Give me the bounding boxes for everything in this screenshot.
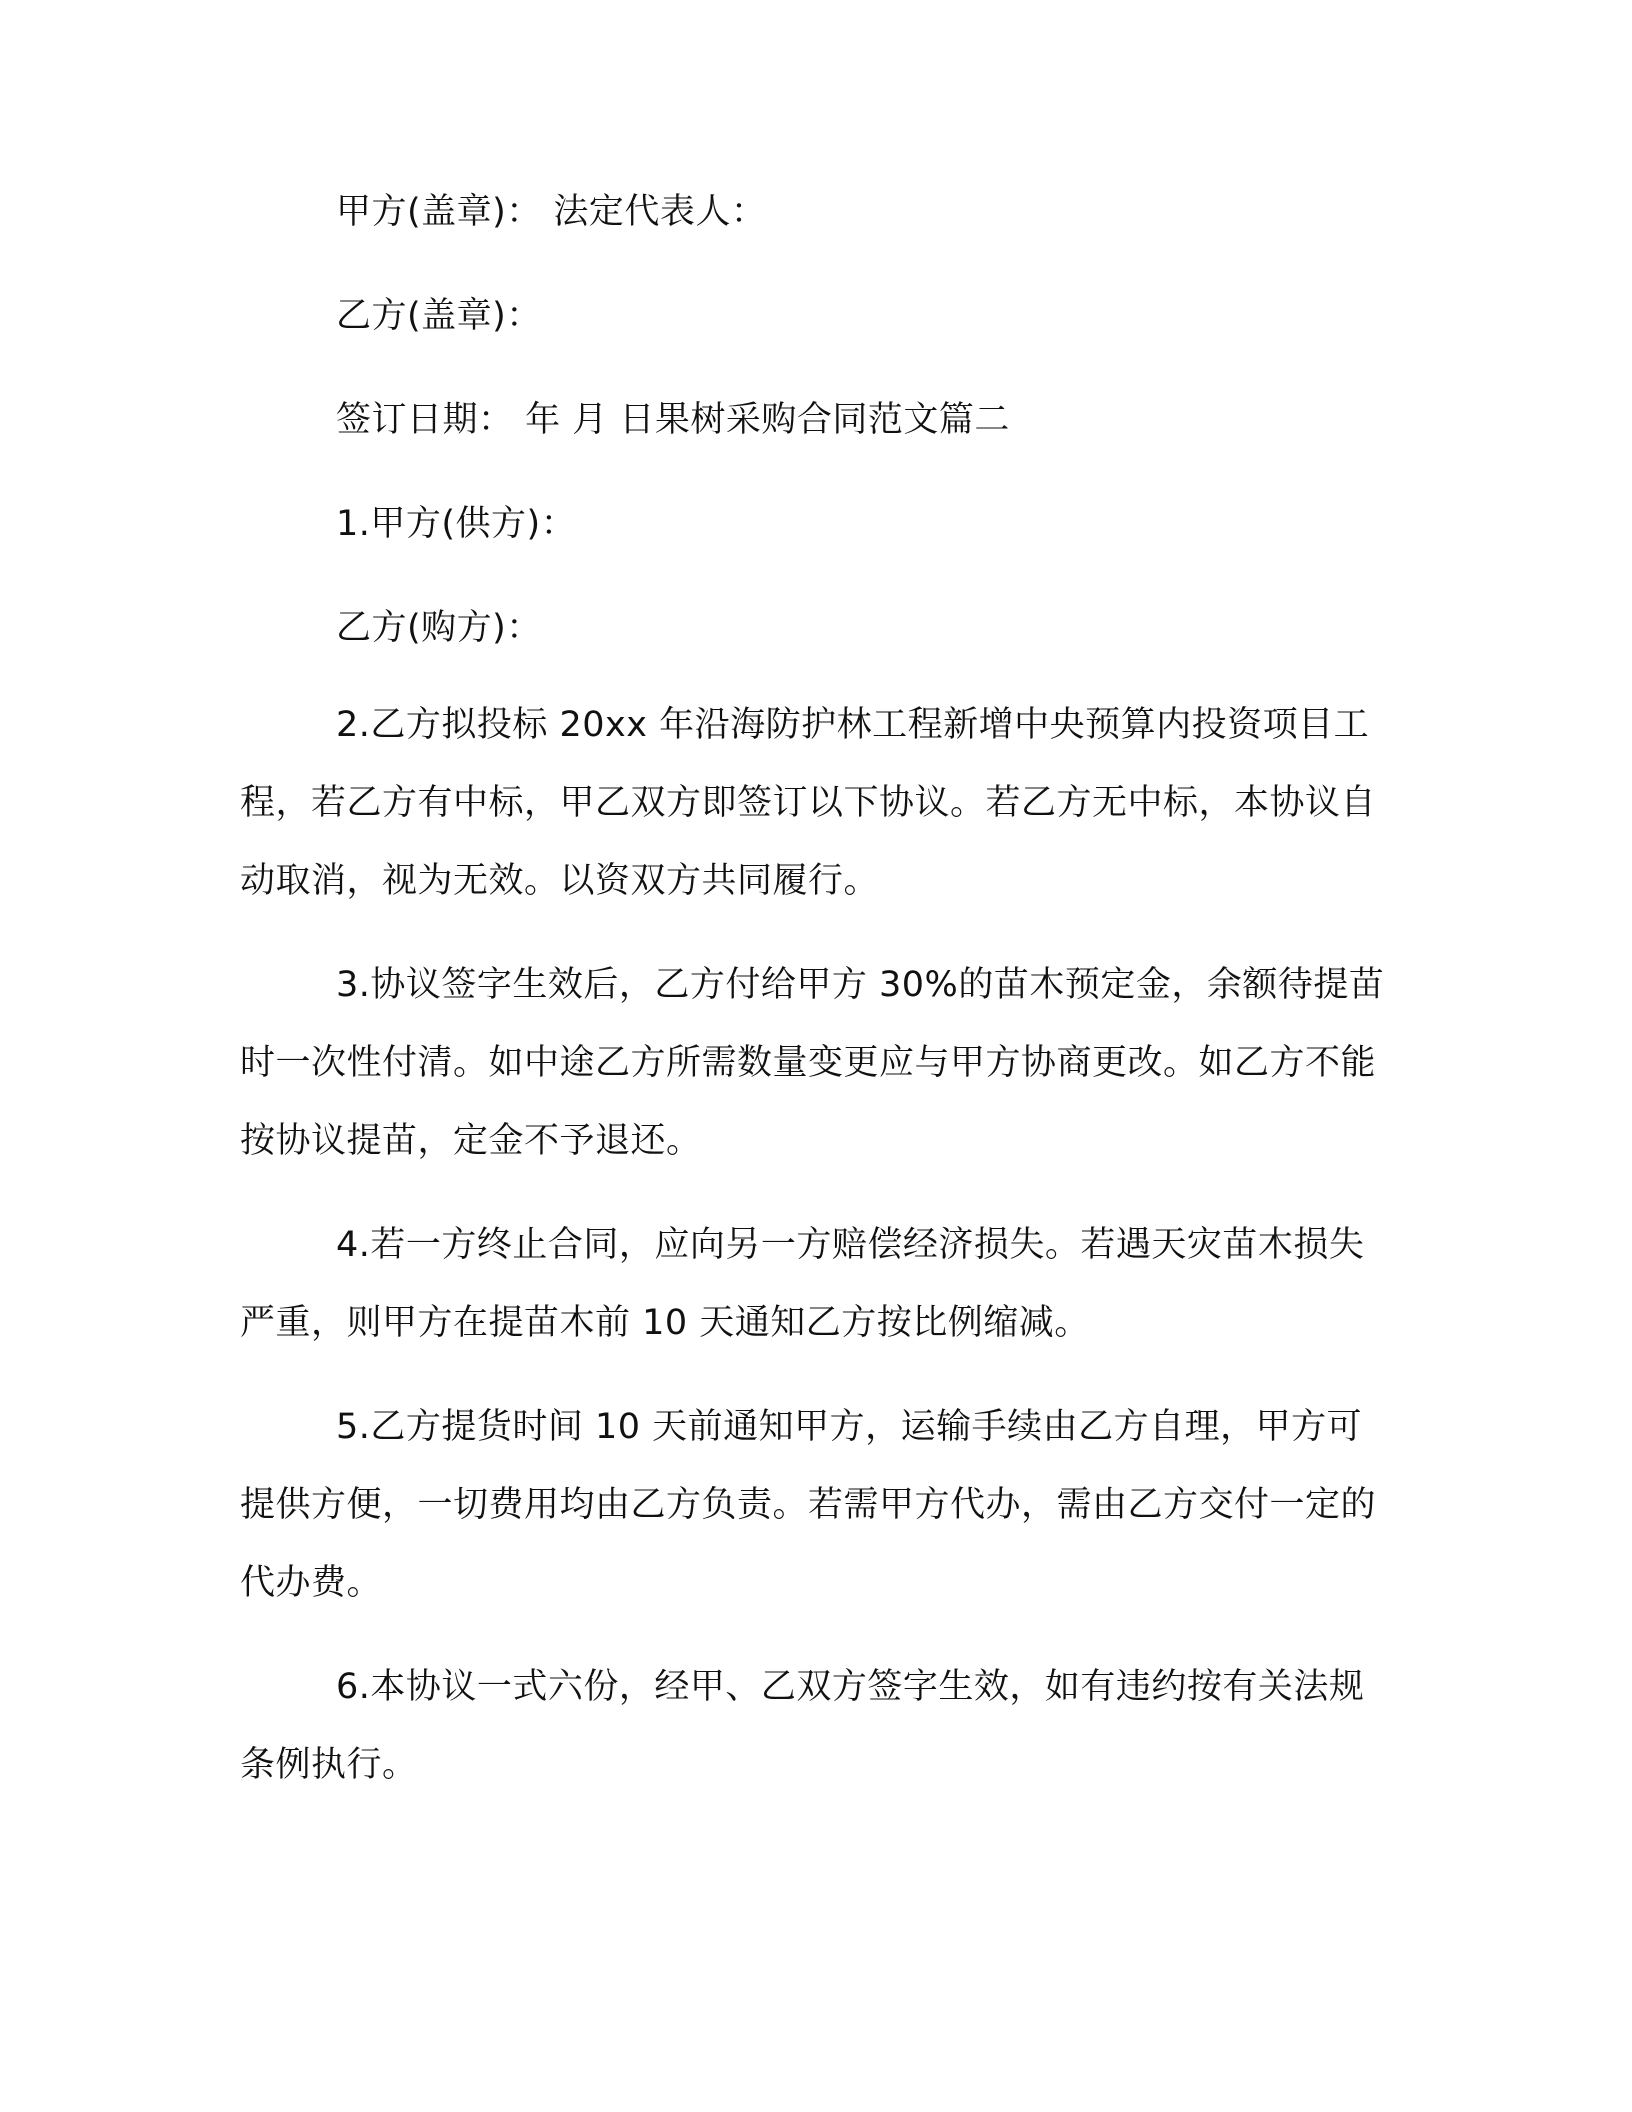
signing-date-line <box>240 394 1390 446</box>
clause-2-text: 2.乙方拟投标 20xx 年沿海防护林工程新增中央预算内投资项目工程，若乙方有中标，甲乙双方即签订以下协议。若乙方无中标，本协议自动取消，视为无效。以资双方共同履行。 <box>240 705 1377 901</box>
clause-4-text: 4.若一方终止合同，应向另一方赔偿经济损失。若遇天灾苗木损失严重，则甲方在提苗木前 10 天通知乙方按比例缩减。 <box>240 1225 1365 1343</box>
clause-3 <box>240 946 1390 1180</box>
party-b-seal-text: 乙方(盖章)： <box>336 296 542 336</box>
party-b-seal-line <box>240 290 1390 342</box>
clause-5 <box>240 1388 1390 1622</box>
clause-2 <box>240 686 1390 920</box>
clause-5-text: 5.乙方提货时间 10 天前通知甲方，运输手续由乙方自理，甲方可提供方便，一切费用均由乙方负责。若需甲方代办，需由乙方交付一定的代办费。 <box>240 1407 1377 1603</box>
supplier-line <box>240 498 1390 550</box>
purchaser-line <box>240 602 1390 654</box>
clause-3-text: 3.协议签字生效后，乙方付给甲方 30%的苗木预定金，余额待提苗时一次性付清。如中途乙方所需数量变更应与甲方协商更改。如乙方不能按协议提苗，定金不予退还。 <box>240 965 1385 1161</box>
clause-6-text: 6.本协议一式六份，经甲、乙双方签字生效，如有违约按有关法规条例执行。 <box>240 1667 1365 1785</box>
signing-date-text: 签订日期： 年 月 日果树采购合同范文篇二 <box>336 400 1010 440</box>
document-body <box>240 186 1390 1830</box>
party-a-seal-line <box>240 186 1390 238</box>
clause-4 <box>240 1206 1390 1362</box>
purchaser-text: 乙方(购方)： <box>336 608 542 648</box>
party-a-seal-text: 甲方(盖章)： 法定代表人： <box>336 192 767 232</box>
clause-6 <box>240 1648 1390 1804</box>
supplier-text: 1.甲方(供方)： <box>336 504 577 544</box>
